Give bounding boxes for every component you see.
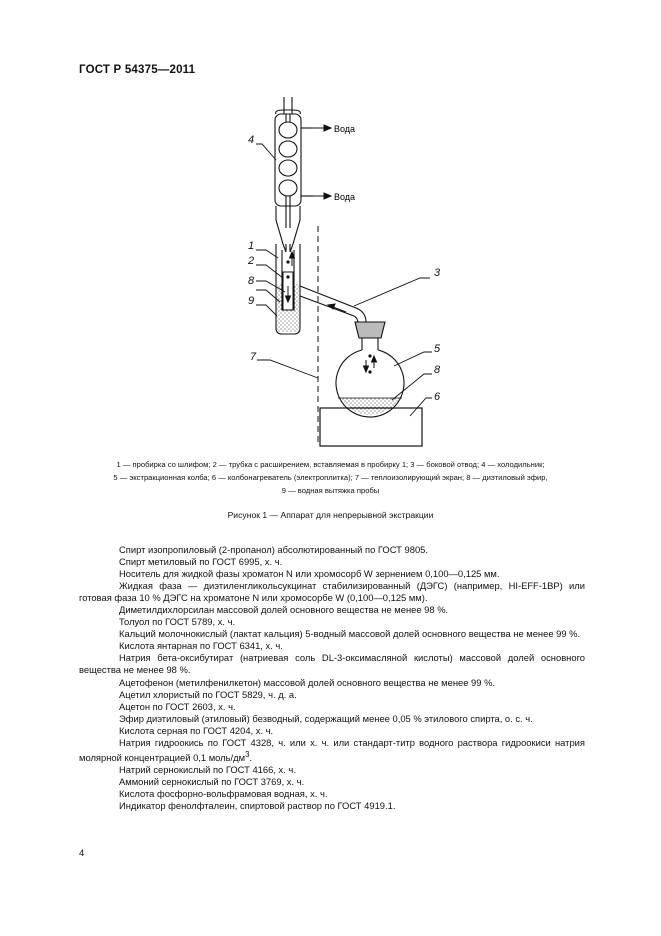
reagent-item: Толуол по ГОСТ 5789, х. ч. [119, 616, 236, 628]
reagent-item: Кислота фосфорно-вольфрамовая водная, х. ч. [119, 788, 328, 800]
reagent-item [79, 737, 585, 764]
callout-8-flask: 8 [434, 364, 441, 376]
condenser [275, 97, 313, 244]
superscript: 3 [245, 749, 250, 759]
page-number: 4 [79, 848, 85, 859]
water-arrows [313, 125, 331, 199]
body-text [79, 544, 585, 812]
reagent-item: Жидкая фаза — диэтиленгликольсукцинат стабилизированный (ДЭГС) (например, HI-EFF-1BP) или готовая фаза 10 % ДЭГС на хроматоне N или хромосорбе W (0,100—0,125 мм). [79, 580, 585, 604]
callout-1: 1 [248, 240, 255, 252]
reagent-item: Диметилдихлорсилан массовой долей основного вещества не менее 98 %. [119, 604, 449, 616]
reagent-item: Аммоний сернокислый по ГОСТ 3769, х. ч. [119, 776, 305, 788]
apparatus-diagram [0, 0, 661, 460]
reagent-item: Спирт метиловый по ГОСТ 6995, х. ч. [119, 556, 283, 568]
water-out-label: Вода [334, 124, 356, 134]
legend-line: 5 — экстракционная колба; 6 — колбонагреватель (электроплитка); 7 — теплоизолирующий экран; 8 — диэтиловый эфир, [113, 473, 548, 482]
figure-legend [60, 458, 601, 497]
legend-line: 1 — пробирка со шлифом; 2 — трубка с расширением, вставляемая в пробирку 1; 3 — боковой отвод; 4 — холодильник; [116, 460, 545, 469]
reagent-item: Кальций молочнокислый (лактат кальция) 5-водный массовой долей основного вещества не менее 99 %. [119, 628, 581, 640]
reagent-item: Индикатор фенолфталеин, спиртовой раствор по ГОСТ 4919.1. [119, 800, 396, 812]
reagent-item: Кислота янтарная по ГОСТ 6341, х. ч. [119, 640, 283, 652]
callout-9: 9 [248, 295, 255, 307]
reagent-item: Спирт изопропиловый (2-пропанол) абсолютированный по ГОСТ 9805. [119, 544, 428, 555]
callout-3: 3 [434, 267, 441, 279]
callout-7: 7 [250, 351, 257, 363]
reagent-item: Эфир диэтиловый (этиловый) безводный, содержащий менее 0,05 % этилового спирта, о. с. ч. [119, 712, 533, 724]
reagent-text: Натрия гидроокись по ГОСТ 4328, ч. или х. ч. или стандарт-титр водного раствора гидроокиси натрия молярной концентрацией 0,1 моль/дм [79, 736, 585, 763]
callout-4: 4 [248, 134, 255, 146]
callout-6: 6 [434, 391, 441, 403]
reagent-item: Ацетофенон (метилфенилкетон) массовой долей основного вещества не менее 99 %. [119, 676, 496, 688]
reagent-item: Натрия бета-оксибутират (натриевая соль DL-3-оксимасляной кислоты) массовой долей основного вещества не менее 98 %. [79, 652, 585, 676]
reagent-item: Кислота серная по ГОСТ 4204, х. ч. [119, 724, 274, 736]
callout-2: 2 [248, 255, 255, 267]
reagent-item: Ацетон по ГОСТ 2603, х. ч. [119, 700, 236, 712]
reagent-item: Натрий сернокислый по ГОСТ 4166, х. ч. [119, 763, 296, 775]
callout-8-ether: 8 [248, 275, 255, 287]
reagent-tail: . [249, 751, 253, 763]
reagent-item: Ацетил хлористый по ГОСТ 5829, ч. д. а. [119, 688, 297, 700]
water-in-label: Вода [334, 192, 356, 202]
legend-line: 9 — водная вытяжка пробы [281, 486, 380, 495]
document-header: ГОСТ Р 54375—2011 [79, 64, 196, 76]
callout-5: 5 [434, 343, 441, 355]
figure-apparatus [0, 0, 661, 460]
figure-title: Рисунок 1 — Аппарат для непрерывной экстракции [227, 510, 434, 520]
reagent-item: Носитель для жидкой фазы хроматон N или хромосорб W зернением 0,100—0,125 мм. [119, 568, 500, 580]
